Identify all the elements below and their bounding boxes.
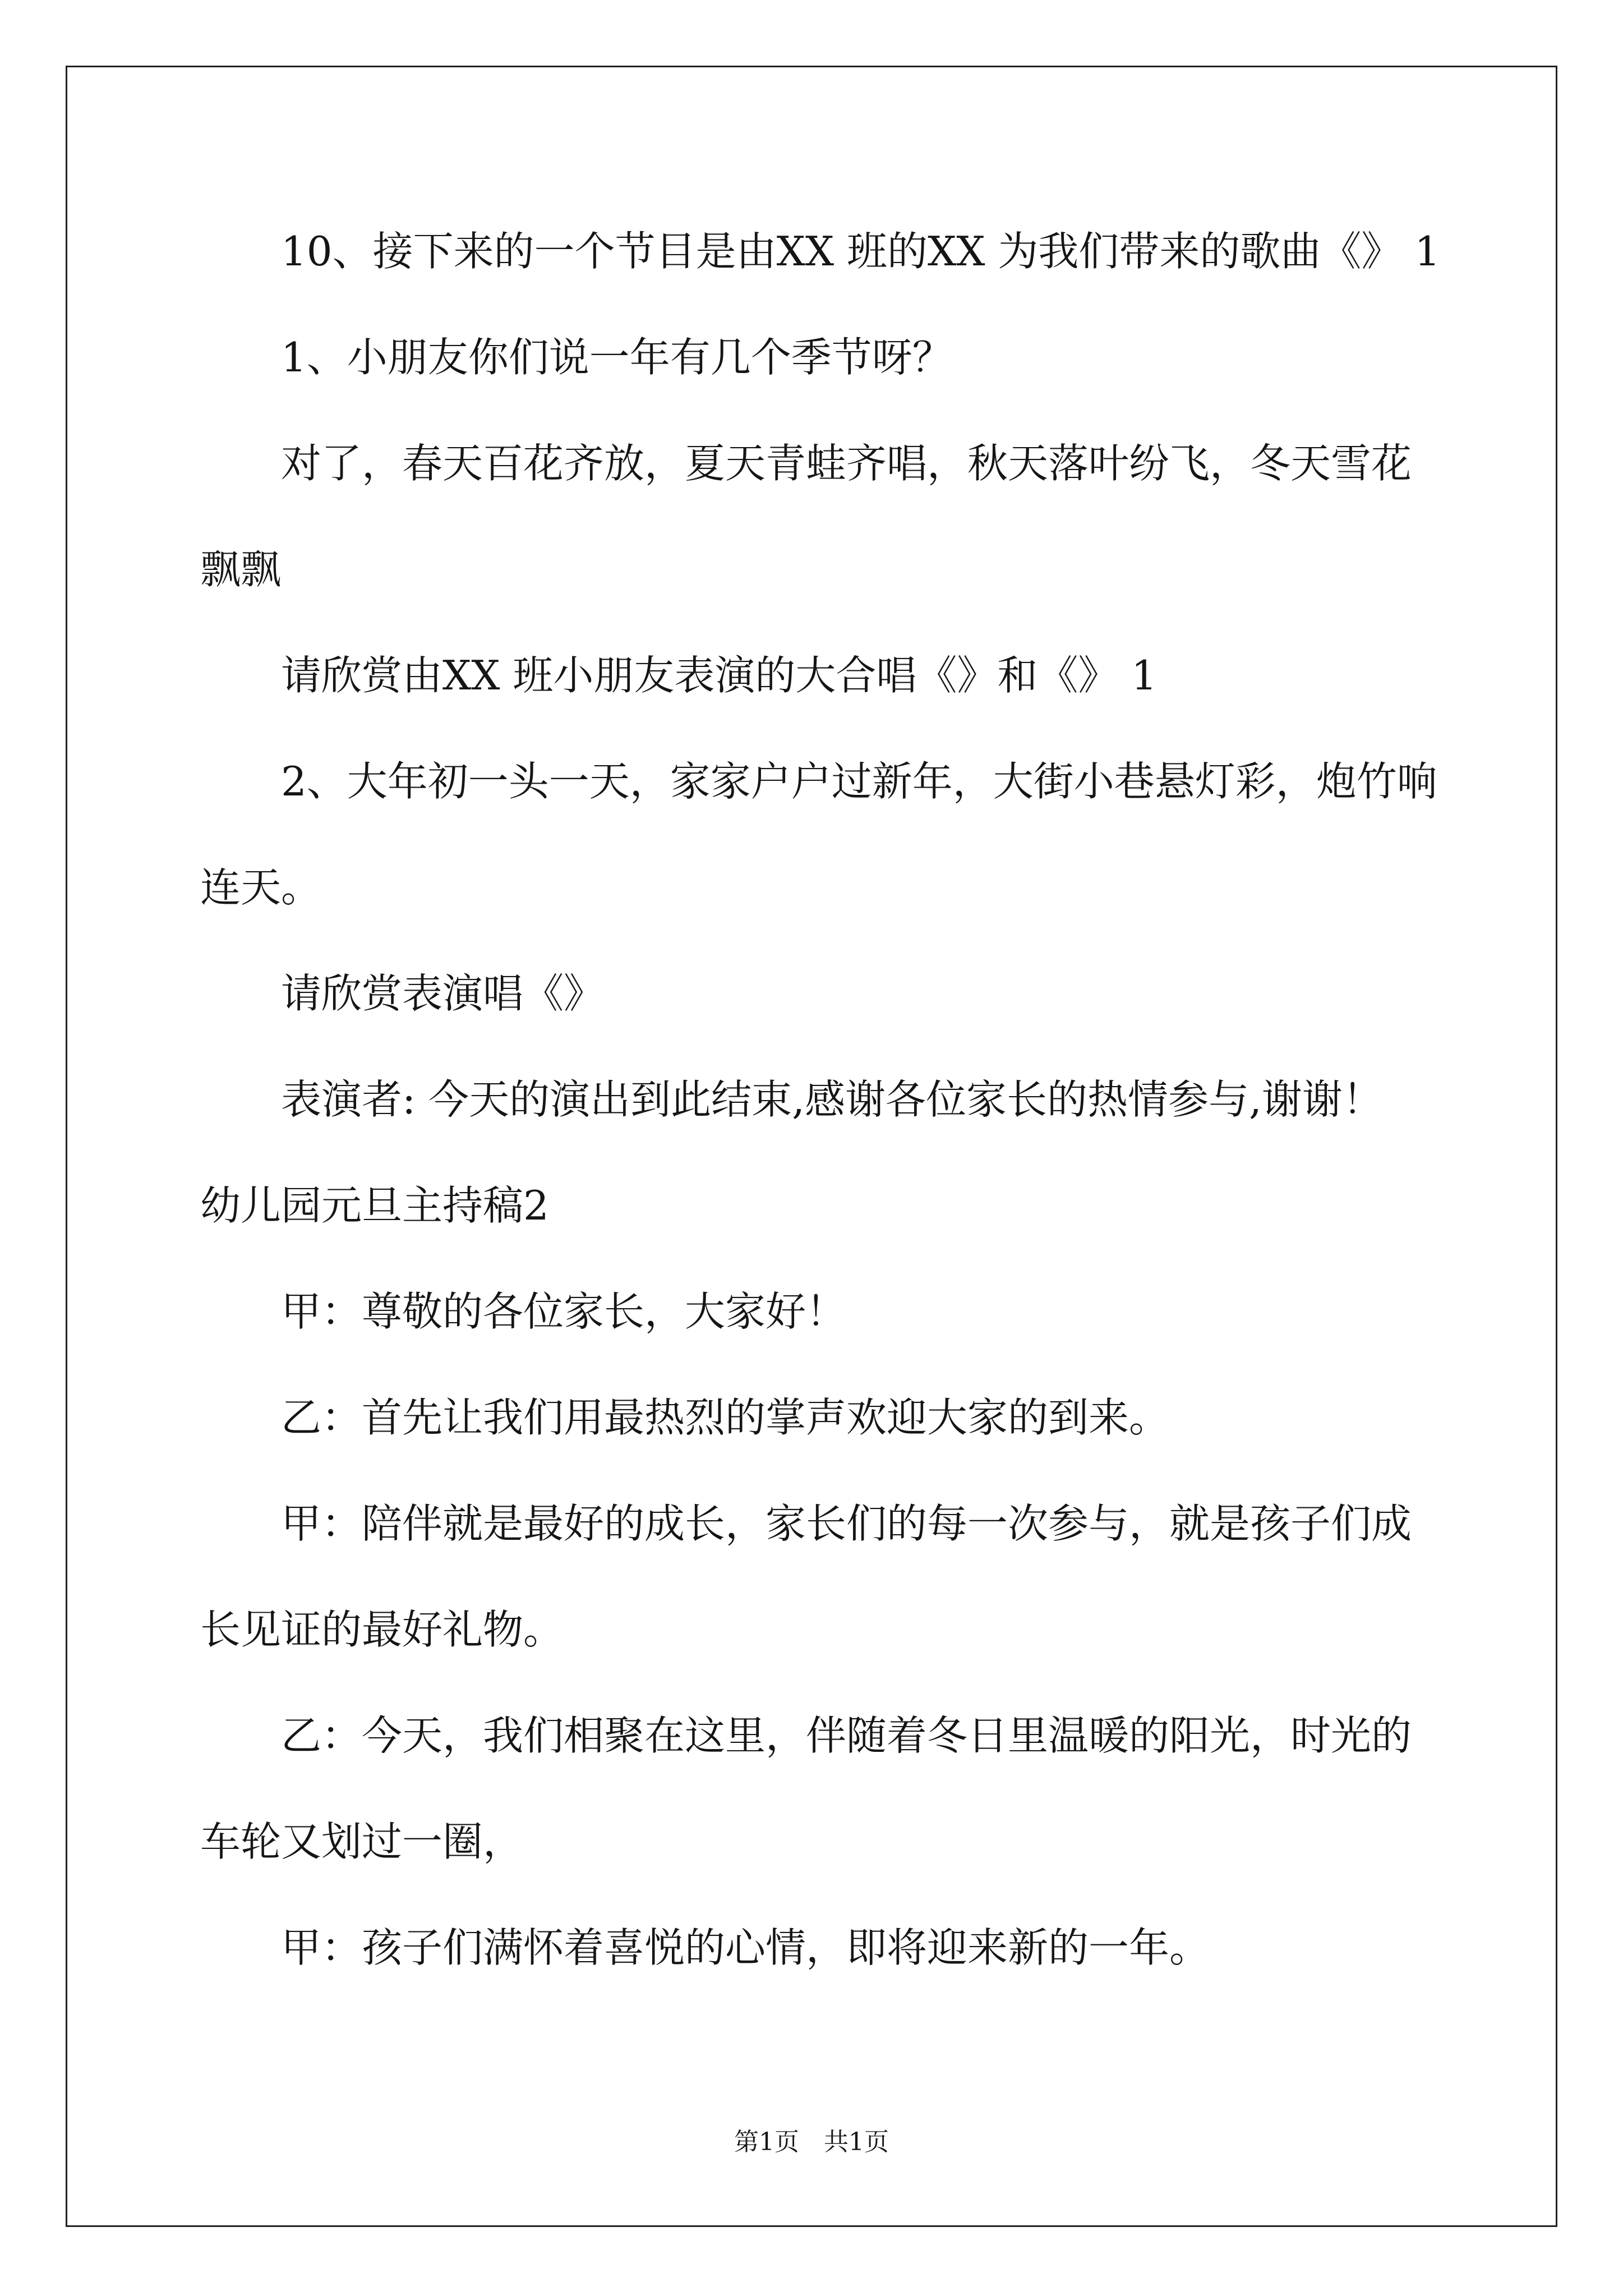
paragraph: [200, 1259, 1456, 1365]
paragraph-line: 表演者: 今天的演出到此结束,感谢各位家长的热情参与,谢谢！: [281, 1076, 1383, 1123]
paragraph-line: 长见证的最好礼物。: [200, 1606, 564, 1653]
paragraph: [200, 729, 1456, 941]
paragraph-line: 乙：首先让我们用最热烈的掌声欢迎大家的到来。: [281, 1394, 1170, 1441]
paragraph-line: 乙：今天，我们相聚在这里，伴随着冬日里温暖的阳光，时光的: [281, 1712, 1412, 1759]
paragraph: [200, 1365, 1456, 1471]
paragraph-line: 甲：尊敬的各位家长，大家好！: [281, 1288, 847, 1335]
page-number-footer: 第1页 共1页: [734, 2128, 889, 2156]
paragraph-line: 飘飘: [200, 546, 282, 593]
paragraph-line: 请欣赏由XX 班小朋友表演的大合唱《》和《》 1: [281, 652, 1158, 699]
paragraph: [200, 411, 1456, 623]
paragraph-line: 1、小朋友你们说一年有几个季节呀？: [281, 334, 953, 381]
paragraph: [200, 1047, 1456, 1153]
paragraph-line: 请欣赏表演唱《》: [281, 970, 605, 1017]
paragraph: [200, 199, 1456, 305]
paragraph-line: 10、接下来的一个节目是由XX 班的XX 为我们带来的歌曲《》 1: [281, 228, 1441, 275]
paragraph-line: 对了，春天百花齐放，夏天青蛙齐唱，秋天落叶纷飞，冬天雪花: [281, 440, 1412, 487]
paragraph: [200, 941, 1456, 1047]
paragraph: [200, 623, 1456, 729]
paragraph-line: 甲：陪伴就是最好的成长，家长们的每一次参与，就是孩子们成: [281, 1500, 1412, 1547]
paragraph: [200, 1683, 1456, 1895]
section-title: 幼儿园元旦主持稿2: [200, 1182, 549, 1229]
paragraph: [200, 1895, 1456, 2001]
document-body: [200, 199, 1456, 2001]
paragraph: [200, 1471, 1456, 1683]
paragraph: [200, 305, 1456, 411]
paragraph-line: 甲：孩子们满怀着喜悦的心情，即将迎来新的一年。: [281, 1924, 1210, 1971]
paragraph-line: 车轮又划过一圈，: [200, 1818, 524, 1865]
paragraph-line: 2、大年初一头一天，家家户户过新年，大街小巷悬灯彩，炮竹响: [281, 758, 1437, 805]
paragraph-line: 连天。: [200, 864, 322, 911]
